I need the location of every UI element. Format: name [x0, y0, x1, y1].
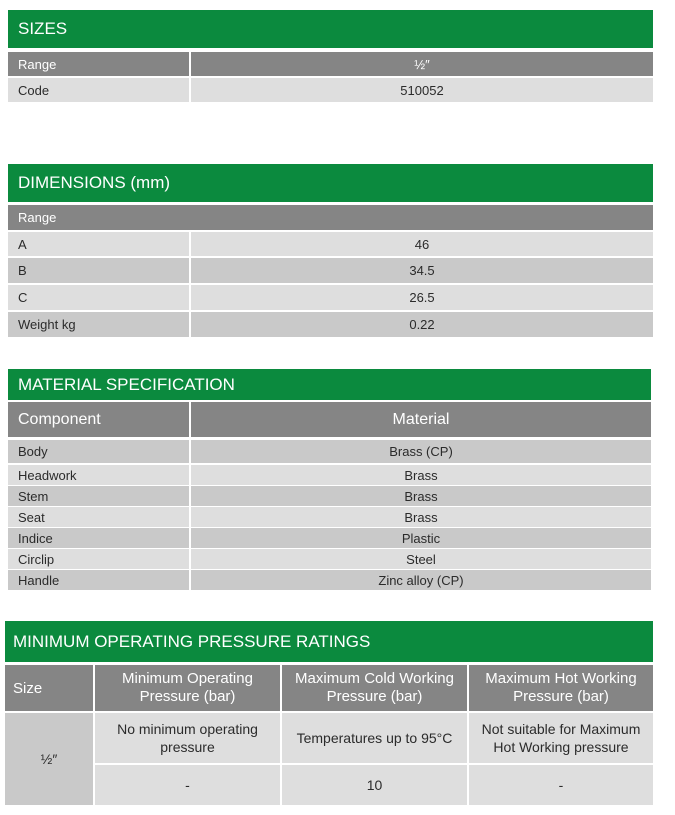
material-row-value: Brass — [191, 465, 651, 485]
pressure-header-min: Minimum Operating Pressure (bar) — [95, 665, 282, 711]
dimensions-row-label: C — [8, 285, 191, 310]
material-row-label: Seat — [8, 507, 191, 527]
pressure-header-row — [5, 665, 653, 711]
sizes-row-label: Code — [8, 78, 191, 102]
dimensions-header-label: Range — [8, 205, 653, 230]
material-title: MATERIAL SPECIFICATION — [8, 369, 651, 400]
table-row — [95, 713, 653, 763]
material-row-label: Handle — [8, 570, 191, 590]
table-row — [8, 285, 653, 310]
dimensions-row-value: 26.5 — [191, 285, 653, 310]
material-row-value: Steel — [191, 549, 651, 569]
pressure-size-value: ½″ — [5, 713, 93, 805]
dimensions-row-label: Weight kg — [8, 312, 191, 337]
sizes-header-row — [8, 52, 653, 76]
material-row-label: Circlip — [8, 549, 191, 569]
table-row — [8, 78, 653, 102]
pressure-header-hot: Maximum Hot Working Pressure (bar) — [469, 665, 653, 711]
dimensions-header-row — [8, 205, 653, 230]
table-row — [95, 765, 653, 805]
material-row-value: Brass — [191, 486, 651, 506]
table-row — [8, 232, 653, 256]
material-row-value: Zinc alloy (CP) — [191, 570, 651, 590]
pressure-header-size: Size — [5, 665, 95, 711]
dimensions-title: DIMENSIONS (mm) — [8, 164, 653, 202]
pressure-row-min: - — [95, 765, 282, 805]
material-row-label: Body — [8, 440, 191, 463]
table-row — [8, 258, 653, 283]
table-row — [8, 486, 651, 506]
pressure-title: MINIMUM OPERATING PRESSURE RATINGS — [5, 621, 653, 662]
pressure-row-cold: 10 — [282, 765, 469, 805]
sizes-header-value: ½″ — [191, 52, 653, 76]
dimensions-row-label: B — [8, 258, 191, 283]
material-row-label: Stem — [8, 486, 191, 506]
material-header-row — [8, 402, 651, 437]
sizes-title: SIZES — [8, 10, 653, 48]
table-row — [8, 312, 653, 337]
material-row-value: Brass — [191, 507, 651, 527]
material-row-value: Plastic — [191, 528, 651, 548]
pressure-row-cold: Temperatures up to 95°C — [282, 713, 469, 763]
table-row — [8, 549, 651, 569]
table-row — [8, 528, 651, 548]
dimensions-row-value: 0.22 — [191, 312, 653, 337]
table-row — [8, 507, 651, 527]
table-row — [8, 440, 651, 463]
pressure-row-hot: Not suitable for Maximum Hot Working pressure — [469, 713, 653, 763]
table-row — [8, 570, 651, 590]
material-header-value: Material — [191, 402, 651, 437]
pressure-row-min: No minimum operating pressure — [95, 713, 282, 763]
pressure-row-hot: - — [469, 765, 653, 805]
sizes-header-label: Range — [8, 52, 191, 76]
material-row-value: Brass (CP) — [191, 440, 651, 463]
material-header-label: Component — [8, 402, 191, 437]
material-row-label: Headwork — [8, 465, 191, 485]
pressure-header-cold: Maximum Cold Working Pressure (bar) — [282, 665, 469, 711]
sizes-row-value: 510052 — [191, 78, 653, 102]
dimensions-row-value: 34.5 — [191, 258, 653, 283]
table-row — [8, 465, 651, 485]
dimensions-row-label: A — [8, 232, 191, 256]
dimensions-row-value: 46 — [191, 232, 653, 256]
material-row-label: Indice — [8, 528, 191, 548]
